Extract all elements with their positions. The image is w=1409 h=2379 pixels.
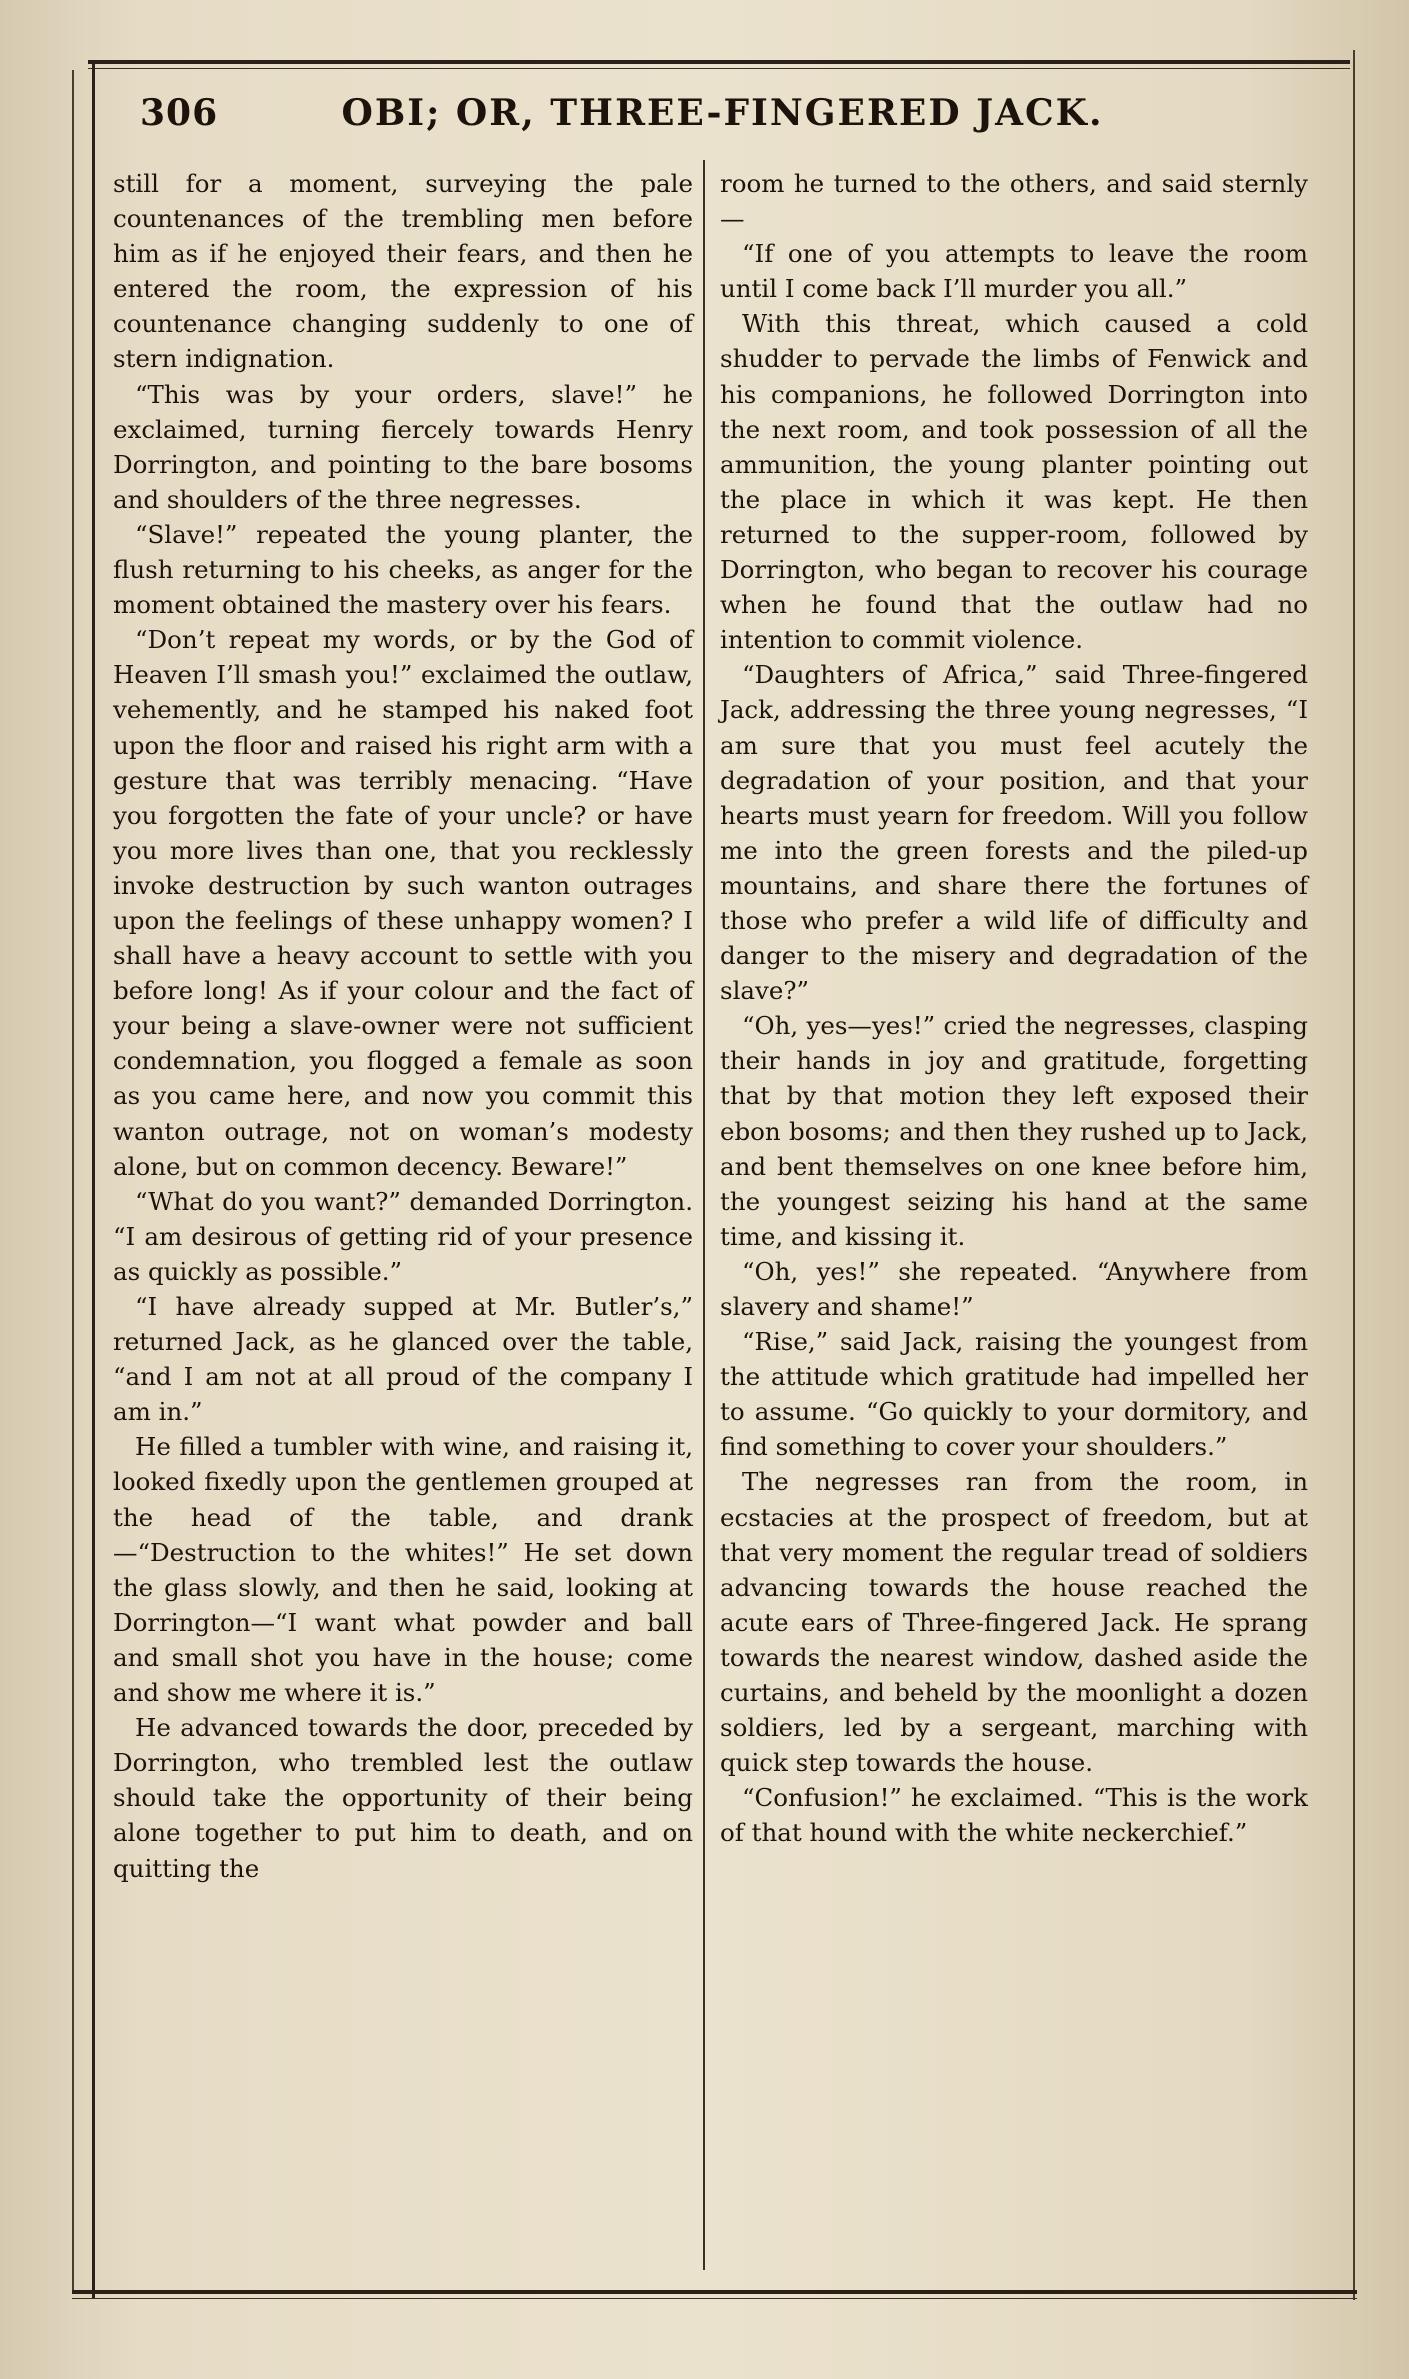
paragraph: He advanced towards the door, preceded by Dorrington, who trembled lest the outlaw should take the opportunity of their being alone together to put him to death, and on quitting the (113, 1713, 693, 1883)
page-number: 306 (140, 92, 219, 134)
paragraph: With this threat, which caused a cold shudder to pervade the limbs of Fenwick and his companions, he followed Dorrington into the next room, and took possession of all the ammunition, the young planter pointing out the place in which it was kept. He then returned to the supper-room, followed by Dorrington, who began to recover his courage when he found that the outlaw had no intention to commit violence. (720, 309, 1308, 655)
paragraph: “What do you want?” demanded Dorrington. “I am desirous of getting rid of your presence as quickly as possible.” (113, 1186, 693, 1286)
paragraph: “If one of you attempts to leave the room until I come back I’ll murder you all.” (720, 239, 1308, 304)
paragraph: “Don’t repeat my words, or by the God of Heaven I’ll smash you!” exclaimed the outlaw, vehemently, and he stamped his naked foot upon the floor and raised his right arm with a gesture that was terribly menacing. “Have you forgotten the fate of your uncle? or have you more lives than one, that you recklessly invoke destruction by such wanton outrages upon the feelings of these unhappy women? I shall have a heavy account to settle with you before long! As if your colour and the fact of your being a slave-owner were not sufficient condemnation, you flogged a female as soon as you came here, and now you commit this wanton outrage, not on woman’s modesty alone, but on common decency. Beware!” (113, 625, 693, 1181)
right-border (1353, 50, 1355, 2300)
top-rule (88, 60, 1350, 64)
paragraph: “Slave!” repeated the young planter, the flush returning to his cheeks, as anger for the moment obtained the mastery over his fears. (113, 519, 693, 620)
paragraph: “Daughters of Africa,” said Three-fingered Jack, addressing the three young negresses, “I am sure that you must feel acutely the degradation of your position, and that your hearts must yearn for freedom. Will you follow me into the green forests and the piled-up mountains, and share there the fortunes of those who prefer a wild life of difficulty and danger to the misery and degradation of the slave?” (720, 660, 1308, 1006)
paragraph: “Rise,” said Jack, raising the youngest from the attitude which gratitude had impelled her to assume. “Go quickly to your dormitory, and find something to cover your shoulders.” (720, 1327, 1308, 1462)
paragraph: “Oh, yes!” she repeated. “Anywhere from slavery and shame!” (720, 1256, 1308, 1321)
paragraph: “This was by your orders, slave!” he exclaimed, turning fiercely towards Henry Dorrington, and pointing to the bare bosoms and shoulders of the three negresses. (113, 379, 693, 514)
paragraph: “I have already supped at Mr. Butler’s,” returned Jack, as he glanced over the table, “and I am not at all proud of the company I am in.” (113, 1292, 693, 1427)
paragraph: still for a moment, surveying the pale countenances of the trembling men before him as if he enjoyed their fears, and then he entered the room, the expression of his countenance changing suddenly to one of stern indignation. (113, 169, 693, 374)
paragraph: The negresses ran from the room, in ecstacies at the prospect of freedom, but at that very moment the regular tread of soldiers advancing towards the house reached the acute ears of Three-fingered Jack. He sprang towards the nearest window, dashed aside the curtains, and beheld by the moonlight a dozen soldiers, led by a sergeant, marching with quick step towards the house. (720, 1467, 1308, 1778)
paragraph: “Oh, yes—yes!” cried the negresses, clasping their hands in joy and gratitude, forgetting that by that motion they left exposed their ebon bosoms; and then they rushed up to Jack, and bent themselves on one knee before him, the youngest seizing his hand at the same time, and kissing it. (720, 1011, 1308, 1251)
page-header (100, 92, 1345, 152)
left-border-outer (72, 70, 74, 2290)
column-divider (703, 160, 705, 2270)
running-title: OBI; OR, THREE-FINGERED JACK. (341, 92, 1104, 134)
paragraph: room he turned to the others, and said sternly— (720, 169, 1308, 234)
paragraph: He filled a tumbler with wine, and raising it, looked fixedly upon the gentlemen grouped at the head of the table, and drank—“Destruction to the whites!” He set down the glass slowly, and then he said, looking at Dorrington—“I want what powder and ball and small shot you have in the house; come and show me where it is.” (113, 1432, 693, 1708)
bottom-rule-thin (72, 2298, 1357, 2299)
top-rule-thin (88, 68, 1350, 69)
left-border (92, 62, 95, 2298)
right-column (720, 166, 1308, 1851)
bottom-rule (72, 2290, 1357, 2294)
paragraph: “Confusion!” he exclaimed. “This is the work of that hound with the white neckerchief.” (720, 1783, 1308, 1848)
left-column (113, 166, 693, 1886)
